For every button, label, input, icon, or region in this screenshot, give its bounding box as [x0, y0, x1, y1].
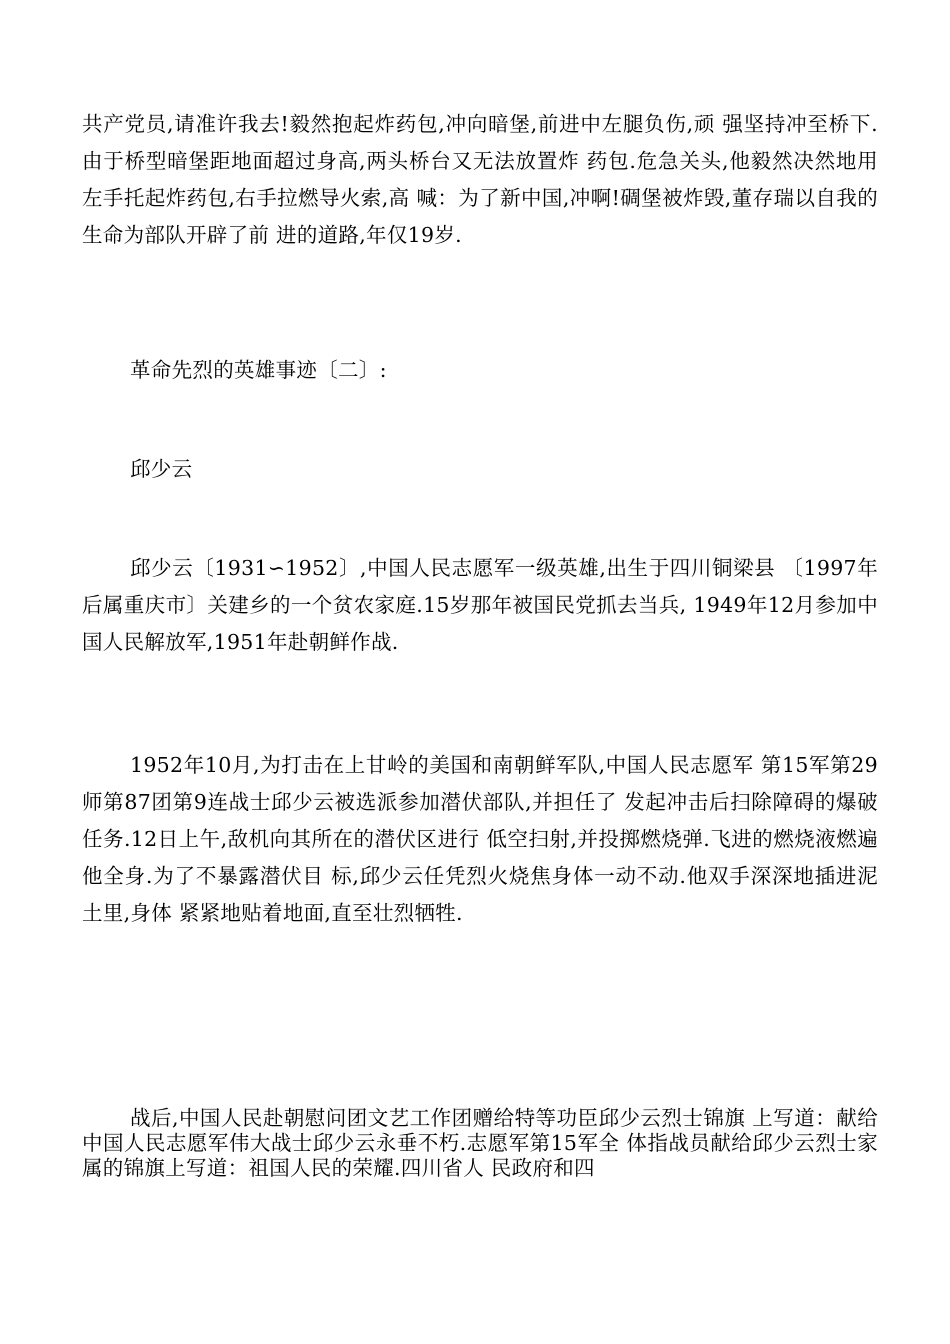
paragraph-qiu-shaoyun-biography: 邱少云〔1931∽1952〕,中国人民志愿军一级英雄,出生于四川铜梁县 〔1997年后属重庆市〕关建乡的一个贫农家庭.15岁那年被国民党抓去当兵, 1949年12月参加中国人民解放军,1951年赴朝鲜作战. [82, 556, 878, 654]
section-heading: 革命先烈的英雄事迹〔二〕: [130, 358, 387, 382]
paragraph-dong-cunrui-continued: 共产党员,请准许我去!毅然抱起炸药包,冲向暗堡,前进中左腿负伤,顽 强坚持冲至桥下.由于桥型暗堡距地面超过身高,两头桥台又无法放置炸 药包.危急关头,他毅然决然地用左手托起炸药包,右手拉燃导火索,高 喊：为了新中国,冲啊!碉堡被炸毁,董存瑞以自我的生命为部队开辟了前 进的道路,年仅19岁. [82, 112, 878, 247]
paragraph-qiu-shaoyun-sacrifice: 1952年10月,为打击在上甘岭的美国和南朝鲜军队,中国人民志愿军 第15军第29师第87团第9连战士邱少云被选派参加潜伏部队,并担任了 发起冲击后扫除障碍的爆破任务.12日上午,敌机向其所在的潜伏区进行 低空扫射,并投掷燃烧弹.飞进的燃烧液燃遍他全身.为了不暴露潜伏目 标,邱少云任凭烈火烧焦身体一动不动.他双手深深地插进泥土里,身体 紧紧地贴着地面,直至壮烈牺牲. [82, 753, 878, 925]
paragraph-qiu-shaoyun-honors: 战后,中国人民赴朝慰问团文艺工作团赠给特等功臣邱少云烈士锦旗 上写道：献给中国人民志愿军伟大战士邱少云永垂不朽.志愿军第15军全 体指战员献给邱少云烈士家属的锦旗上写道：祖国人民的荣耀.四川省人 民政府和四 [82, 1106, 878, 1180]
hero-name-title: 邱少云 [130, 457, 193, 481]
